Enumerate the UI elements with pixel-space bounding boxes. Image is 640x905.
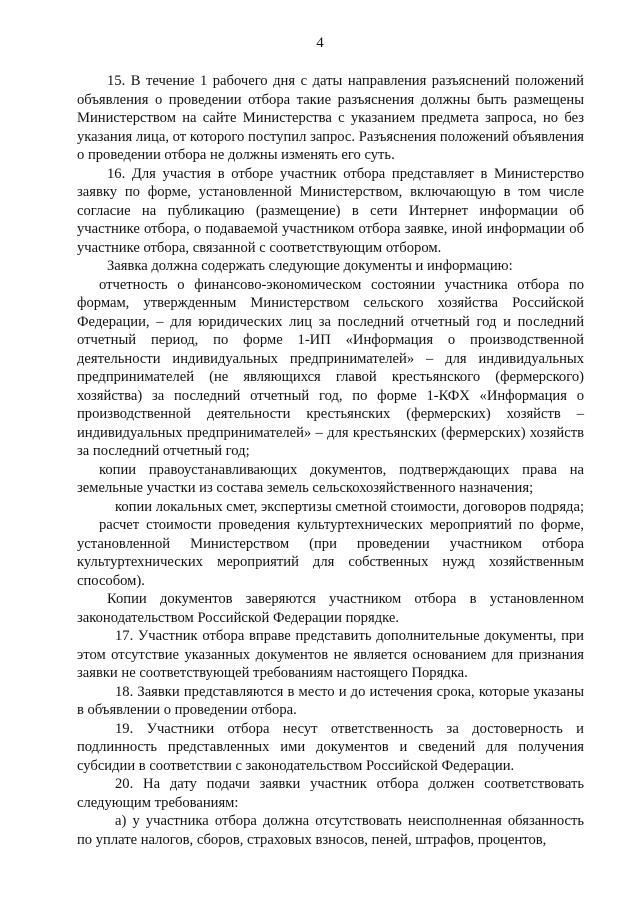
paragraph-17: 17. Участник отбора вправе представить дополнительные документы, при этом отсутствие указанных документов не является основанием для признания заявки не соответствующей требованиям настоящего Порядка. <box>77 628 584 681</box>
paragraph-19: 19. Участники отбора несут ответственность за достоверность и подлинность представленных ими документов и сведений для получения субсидии в соответствии с законодательством Российской Федерации. <box>77 720 584 774</box>
copies-certification: Копии документов заверяются участником отбора в установленном законодательством Российской Федерации порядке. <box>77 591 584 626</box>
list-item-land-rights-copies: копии правоустанавливающих документов, подтверждающих права на земельные участки из состава земель сельскохозяйственного назначения; <box>77 461 584 496</box>
paragraph-16: 16. Для участия в отборе участник отбора представляет в Министерство заявку по форме, установленной Министерством, включающую в том числе согласие на публикацию (размещение) в сети Интернет информации об участнике отбора, о подаваемой участником отбора заявке, иной информации об участнике отбора, связанной с соответствующим отбором. <box>77 165 584 256</box>
page-number: 4 <box>316 35 324 51</box>
list-item-financial-reporting: отчетность о финансово-экономическом состоянии участника отбора по формам, утвержденным Министерством сельского хозяйства Российской Федерации, – для юридических лиц за последний отчетный год и последний отчетный период, по форме 1-ИП «Информация о производственной деятельности индивидуальных предпринимателей» – для индивидуальных предпринимателей (не являющихся главой крестьянского (фермерского) хозяйства) за последний отчетный год, по форме 1-КФХ «Информация о производственной деятельности крестьянских (фермерских) хозяйств – индивидуальных предпринимателей» – для крестьянских (фермерских) хозяйств за последний отчетный год; <box>77 276 584 459</box>
paragraph-18: 18. Заявки представляются в место и до истечения срока, которые указаны в объявлении о проведении отбора. <box>77 683 584 718</box>
requirement-a: а) у участника отбора должна отсутствовать неисполненная обязанность по уплате налогов, сборов, страховых взносов, пеней, штрафов, процентов, <box>77 813 584 848</box>
paragraph-20: 20. На дату подачи заявки участник отбора должен соответствовать следующим требованиям: <box>77 776 584 811</box>
list-item-estimates-copies: копии локальных смет, экспертизы сметной стоимости, договоров подряда; <box>115 498 585 515</box>
document-body <box>77 72 584 849</box>
paragraph-15: 15. В течение 1 рабочего дня с даты направления разъяснений положений объявления о проведении отбора такие разъяснения должны быть размещены Министерством на сайте Министерства с указанием предмета запроса, но без указания лица, от которого поступил запрос. Разъяснения положений объявления о проведении отбора не должны изменять его суть. <box>77 73 584 163</box>
application-contents-intro: Заявка должна содержать следующие документы и информацию: <box>107 258 513 274</box>
list-item-cost-calculation: расчет стоимости проведения культуртехнических мероприятий по форме, установленной Министерством (при проведении участником отбора культуртехнических мероприятий для собственных нужд хозяйственным способом). <box>77 517 584 589</box>
